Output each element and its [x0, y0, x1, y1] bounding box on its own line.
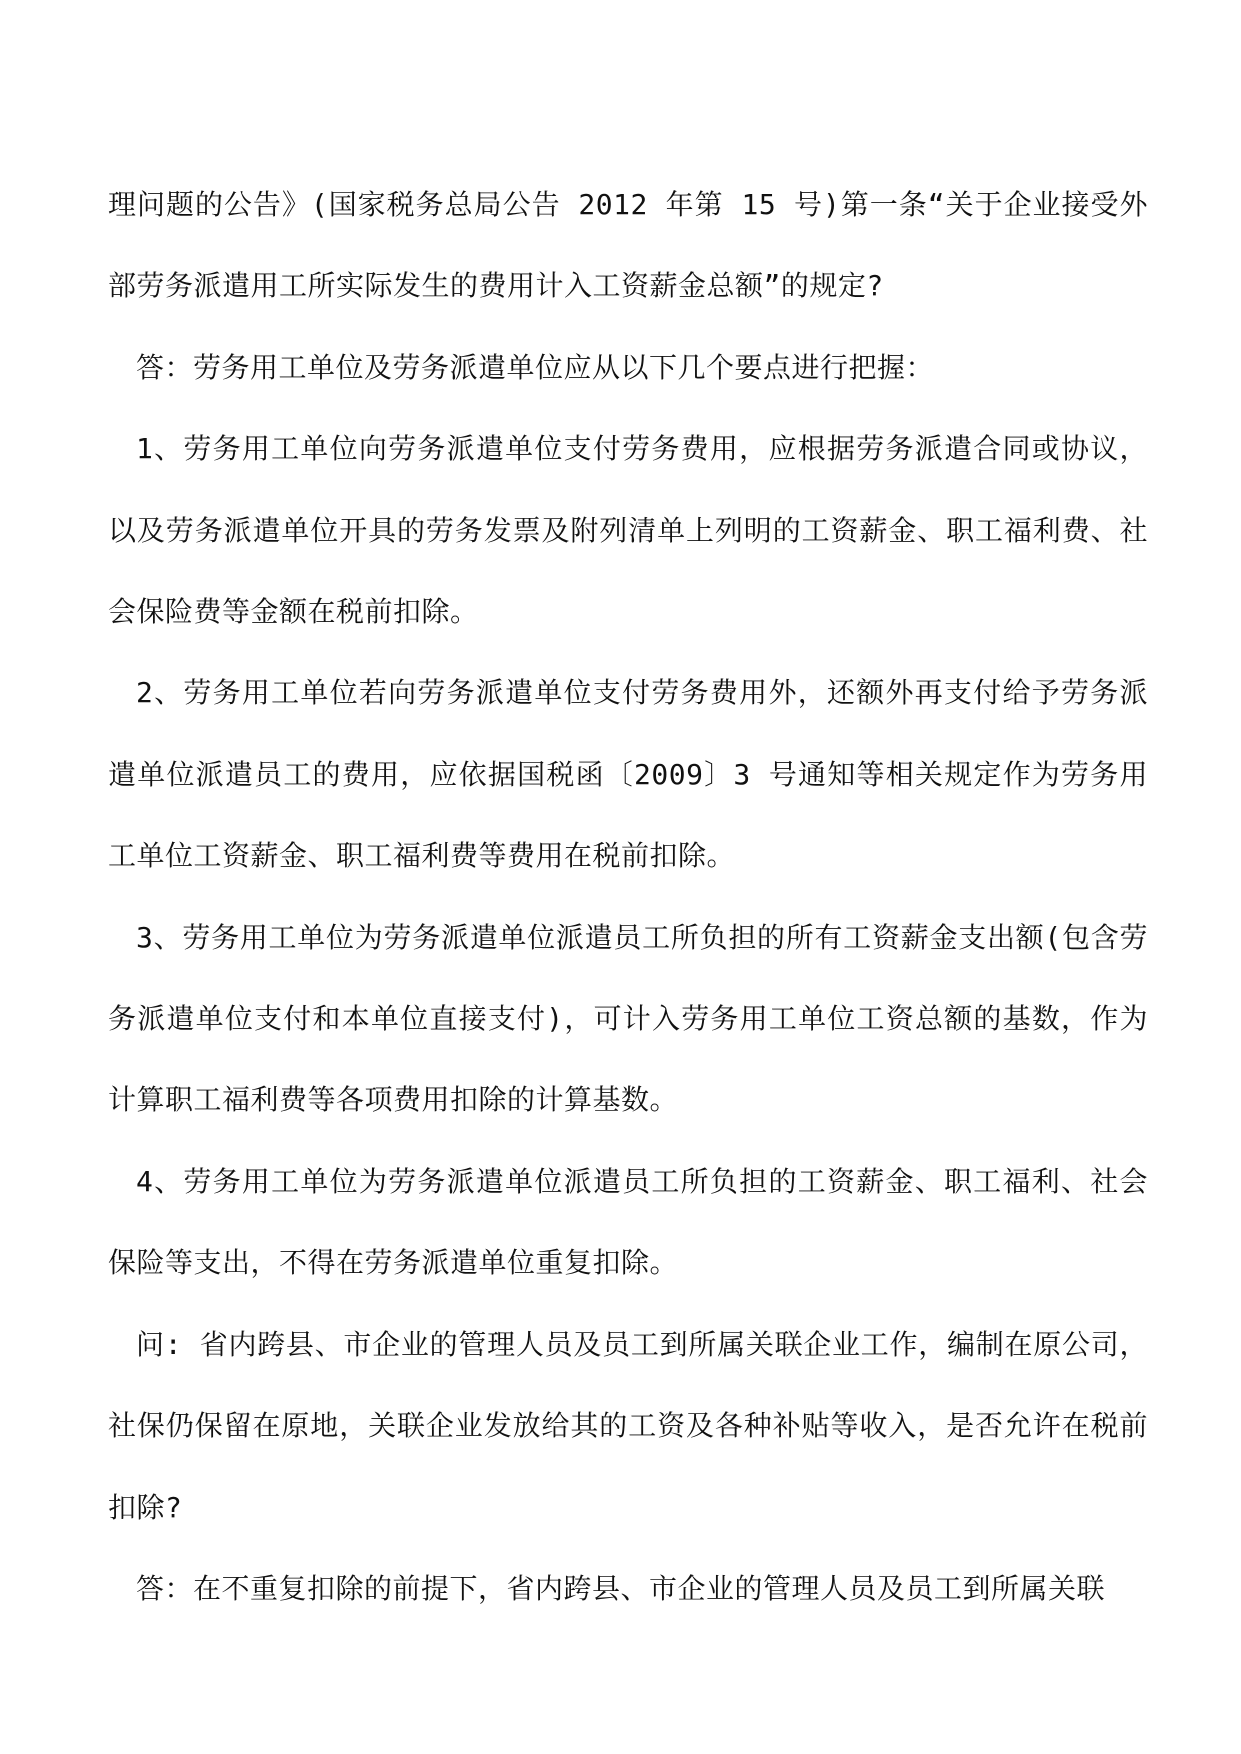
paragraph-point-2: 2、劳务用工单位若向劳务派遣单位支付劳务费用外，还额外再支付给予劳务派遣单位派遣员工的费用，应依据国税函〔2009〕3 号通知等相关规定作为劳务用工单位工资薪金、职工福利费等费用在税前扣除。: [108, 676, 1148, 873]
paragraph-point-3: 3、劳务用工单位为劳务派遣单位派遣员工所负担的所有工资薪金支出额(包含劳务派遣单位支付和本单位直接支付)，可计入劳务用工单位工资总额的基数，作为计算职工福利费等各项费用扣除的计算基数。: [108, 920, 1148, 1117]
paragraph-question: 问: 省内跨县、市企业的管理人员及员工到所属关联企业工作，编制在原公司，社保仍保留在原地，关联企业发放给其的工资及各种补贴等收入，是否允许在税前扣除?: [108, 1327, 1148, 1524]
paragraph-point-1: 1、劳务用工单位向劳务派遣单位支付劳务费用，应根据劳务派遣合同或协议，以及劳务派遣单位开具的劳务发票及附列清单上列明的工资薪金、职工福利费、社会保险费等金额在税前扣除。: [108, 432, 1148, 629]
paragraph-point-4: 4、劳务用工单位为劳务派遣单位派遣员工所负担的工资薪金、职工福利、社会保险等支出，不得在劳务派遣单位重复扣除。: [108, 1164, 1148, 1280]
paragraph-answer: 答：在不重复扣除的前提下，省内跨县、市企业的管理人员及员工到所属关联: [136, 1571, 1106, 1605]
paragraph-answer-intro: 答：劳务用工单位及劳务派遣单位应从以下几个要点进行把握：: [136, 350, 935, 384]
document-body: [108, 164, 1148, 1629]
paragraph-continuation: 理问题的公告》(国家税务总局公告 2012 年第 15 号)第一条“关于企业接受外部劳务派遣用工所实际发生的费用计入工资薪金总额”的规定?: [108, 188, 1148, 303]
